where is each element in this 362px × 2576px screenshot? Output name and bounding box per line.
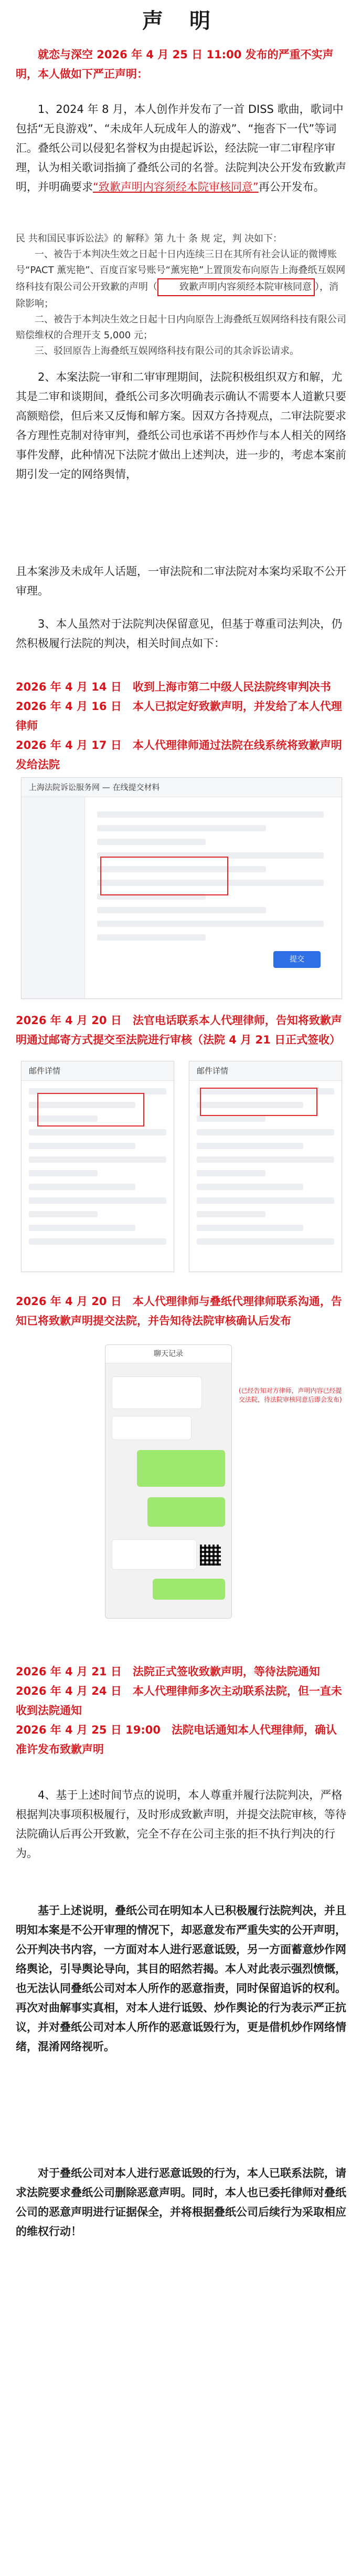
chat-bubble-right	[137, 1450, 225, 1487]
judgment-item-2-b: 于本判决生效之日起十日内向原告上海叠纸互娱网络科技有限公司赔偿维权的合理开支 5,000 元；	[16, 314, 346, 341]
para-1-text: 1、2024 年 8 月，本人创作并发布了一首 DISS 歌曲，歌词中包括“无良游戏”、“未成年人玩成年人的游戏”、“拖沓下一代”等词汇。叠纸公司以侵犯名誉权为由提起诉讼，经法院一审二审程序审理，认为相关歌词指摘了叠纸公司的名誉。法院判决公开发布致歉声明，并明确要求	[16, 103, 346, 193]
para-5: 基于上述说明，叠纸公司在明知本人已积极履行法院判决，并且明知本案是不公开审理的情况下，却恶意发布严重失实的公开声明，公开判决书内容，一方面对本人进行恶意诋毁，另一方面蓄意炒作网络舆论，引导舆论导向，其目的昭然若揭。本人对此表示强烈愤慨，也无法认同叠纸公司对本人所作的恶意指责，同时保留追诉的权利。再次对曲解事实真相，对本人进行诋毁、炒作舆论的行为表示严正抗议，并对叠纸公司对本人所作的恶意诋毁行为，更是借机炒作网络情绪，混淆网络视听。	[16, 1904, 346, 2053]
judgment-item-3: 三、驳回原告上海叠纸互娱网络科技有限公司的其余诉讼请求。	[35, 346, 299, 357]
chat-bubble-right	[153, 1579, 225, 1600]
chat-title: 聊天记录	[105, 1345, 231, 1363]
para-1-underlined: “致歉声明内容须经本院审核同意”	[93, 181, 259, 193]
timeline-3: 2026 年 4 月 20 日 本人代理律师与叠纸代理律师联系沟通，告知已将致歉声明提交法院，并告知待法院审核确认后发布	[16, 1295, 342, 1327]
court-system-screenshot	[21, 777, 342, 999]
para-3: 3、本人虽然对于法院判决保留意见，但基于尊重司法判决，仍然积极履行法院的判决，相关时间点如下：	[16, 618, 343, 650]
mail-screenshot-left	[21, 1061, 174, 1272]
mail-right-title: 邮件详情	[189, 1061, 342, 1081]
timeline-item: 2026 年 4 月 21 日 法院正式签收致歉声明，等待法院通知	[16, 1665, 320, 1678]
timeline-item: 2026 年 4 月 14 日 收到上海市第二中级人民法院终审判决书	[16, 681, 331, 693]
chat-screenshot	[105, 1344, 232, 1619]
para-2: 2、本案法院一审和二审审理期间，法院积极组织双方和解，尤其是二审和谈期间，叠纸公司多次明确表示确认不需要本人道歉只要高额赔偿，但后来又反悔和解方案。因双方各持观点，二审法院要求各方理性克制对待审判，叠纸公司也承诺不再炒作与本人相关的网络事件发酵，此种情况下法院才做出上述判决，进一步的，考虑本案前期引发一定的网络舆情，	[16, 371, 346, 481]
mail-screenshot-right	[189, 1061, 342, 1272]
judgment-item-1	[16, 247, 346, 312]
highlight-box	[37, 1093, 144, 1127]
judgment-highlight-box: 致歉声明内容须经本院审核同意	[157, 278, 315, 296]
chat-annotation: (已经告知对方律师，声明内容已经提交法院，待法院审核同意后即会发布)	[239, 1387, 342, 1403]
highlight-box	[200, 1088, 317, 1116]
para-6: 对于叠纸公司对本人进行恶意诋毁的行为，本人已联系法院，请求法院要求叠纸公司删除恶意声明。同时，本人也已委托律师对叠纸公司的恶意声明进行证据保全，并将根据叠纸公司后续行为采取相应的维权行动！	[16, 2167, 346, 2238]
qr-code-icon	[200, 1545, 221, 1566]
screenshot-sidebar	[22, 797, 85, 998]
timeline-item: 2026 年 4 月 16 日 本人已拟定好致歉声明，并发给了本人代理律师	[16, 700, 342, 732]
judgment-quote	[16, 231, 346, 359]
timeline-2: 2026 年 4 月 20 日 法官电话联系本人代理律师，告知将致歉声明通过邮寄方式提交至法院进行审核（法院 4 月 21 日正式签收）	[16, 1014, 342, 1046]
judgment-item-2	[16, 312, 346, 343]
judgment-item-1-a: 一、被告	[35, 249, 72, 260]
chat-bubble-left	[112, 1539, 197, 1570]
chat-bubble-right	[147, 1497, 225, 1527]
mail-left-title: 邮件详情	[22, 1061, 174, 1081]
timeline-item: 2026 年 4 月 25 日 19:00 法院电话通知本人代理律师，确认准许发布致歉声明	[16, 1724, 337, 1756]
screenshot-title: 上海法院诉讼服务网 — 在线提交材料	[22, 778, 342, 797]
para-2b: 且本案涉及未成年人话题，一审法院和二审法院对本案均采取不公开审理。	[16, 565, 346, 597]
highlight-box	[100, 857, 228, 895]
para-1	[16, 100, 346, 197]
timeline-item: 2026 年 4 月 17 日 本人代理律师通过法院在线系统将致歉声明发给法院	[16, 739, 342, 771]
judgment-item-2-a: 二、被告	[35, 314, 72, 325]
intro-lead: 就恋与深空 2026 年 4 月 25 日 11:00 发布的严重不实声明，本人做如下严正声明：	[16, 48, 334, 80]
judgment-item-1-c: ），消除影响；	[16, 281, 338, 309]
timeline-1	[16, 677, 346, 775]
judgment-source: 民 共和国民事诉讼法》的 解释》第 九十 条 规 定，判 决如下：	[16, 233, 283, 244]
para-4: 4、基于上述时间节点的说明，本人尊重并履行法院判决，严格根据判决事项积极履行，及时形成致歉声明，并提交法院审核，等待法院确认后再公开致歉，完全不存在公司主张的拒不执行判决的行为。	[16, 1789, 346, 1860]
timeline-item: 2026 年 4 月 24 日 本人代理律师多次主动联系法院，但一直未收到法院通知	[16, 1685, 342, 1717]
timeline-4	[16, 1662, 346, 1759]
judgment-item-1-b: 于本判决生效之日起十日内连续三日在其所有社会认证的微博账号“PACT 薰宪艳”、百度百家号账号“薰宪艳”上置顶发布向原告上海叠纸互娱网络科技有限公司公开致歉的声明（	[16, 249, 346, 293]
chat-bubble-left	[112, 1376, 202, 1409]
chat-bubble-left	[112, 1416, 191, 1440]
para-1-tail: 再公开发布。	[258, 181, 325, 193]
submit-button: 提交	[273, 951, 321, 968]
page-title: 声 明	[142, 9, 220, 33]
